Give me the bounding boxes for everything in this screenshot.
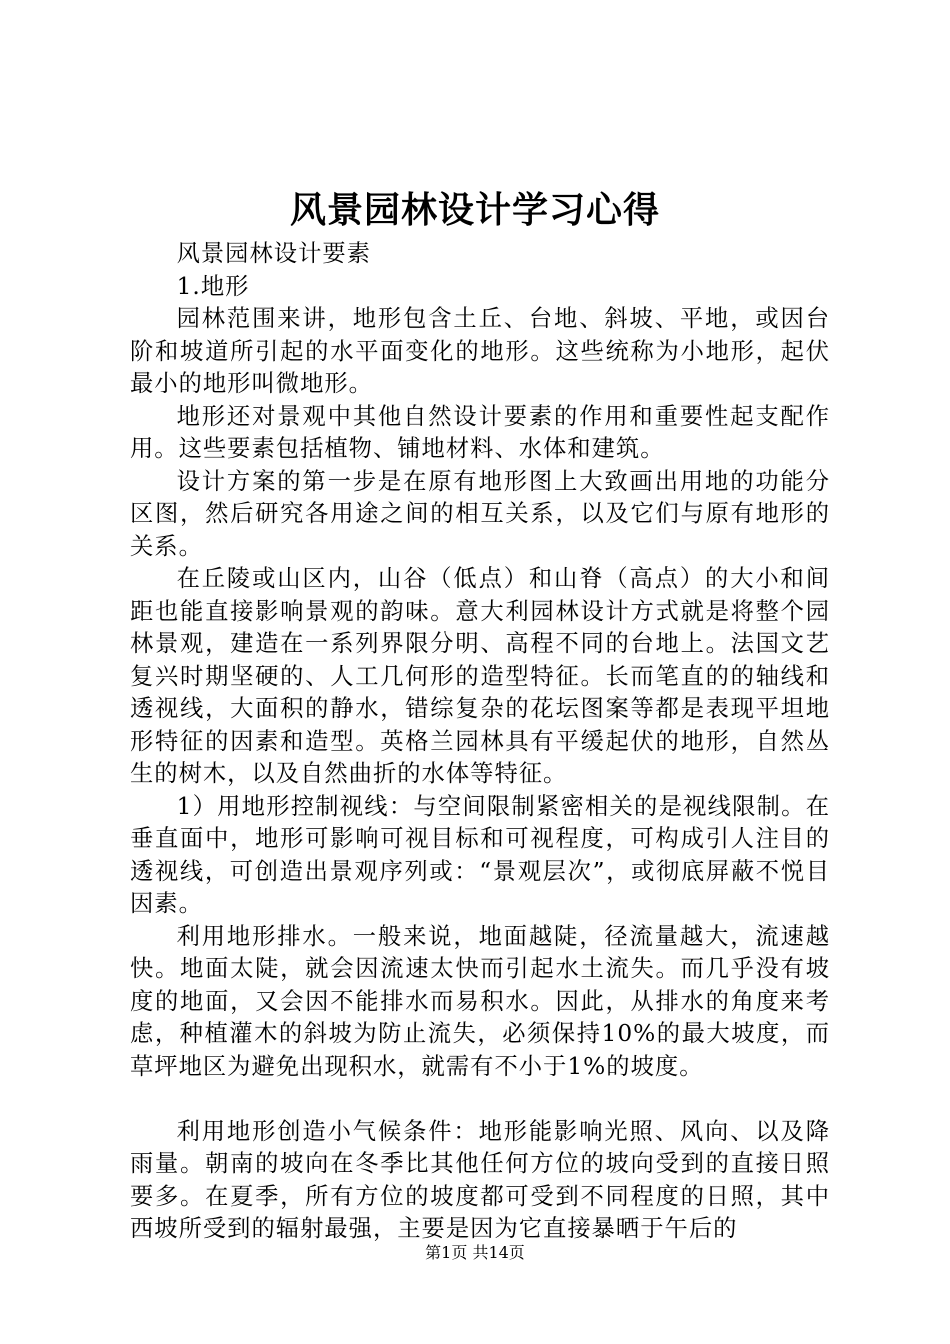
page-footer: 第1页 共14页 [425, 1243, 525, 1262]
document-title: 风景园林设计学习心得 [289, 189, 660, 231]
paragraph: 利用地形排水。一般来说，地面越陡，径流量越大，流速越快。地面太陡，就会因流速太快而引起水土流失。而几乎没有坡度的地面，又会因不能排水而易积水。因此，从排水的角度来考虑，种植灌木的斜坡为防止流失，必须保持10%的最大坡度，而草坪地区为避免出现积水，就需有不小于1%的坡度。 [130, 922, 830, 1080]
paragraph-subheading-terrain: 1.地形 [176, 272, 250, 300]
paragraph: 设计方案的第一步是在原有地形图上大致画出用地的功能分区图，然后研究各用途之间的相互关系，以及它们与原有地形的关系。 [130, 467, 830, 560]
paragraph-section-heading: 风景园林设计要素 [176, 240, 371, 267]
paragraph: 1）用地形控制视线：与空间限制紧密相关的是视线限制。在垂直面中，地形可影响可视目标和可视程度，可构成引人注目的透视线，可创造出景观序列或：“景观层次”，或彻底屏蔽不悦目因素。 [130, 792, 830, 917]
paragraph: 在丘陵或山区内，山谷（低点）和山脊（高点）的大小和间距也能直接影响景观的韵味。意大利园林设计方式就是将整个园林景观，建造在一系列界限分明、高程不同的台地上。法国文艺复兴时期坚硬的、人工几何形的造型特征。长而笔直的的轴线和透视线，大面积的静水，错综复杂的花坛图案等都是表现平坦地形特征的因素和造型。英格兰园林具有平缓起伏的地形，自然丛生的树木，以及自然曲折的水体等特征。 [130, 565, 830, 787]
paragraph: 利用地形创造小气候条件：地形能影响光照、风向、以及降雨量。朝南的坡向在冬季比其他任何方位的坡向受到的直接日照要多。在夏季，所有方位的坡度都可受到不同程度的日照，其中西坡所受到的辐射最强，主要是因为它直接暴晒于午后的 [130, 1117, 830, 1242]
paragraph: 地形还对景观中其他自然设计要素的作用和重要性起支配作用。这些要素包括植物、铺地材料、水体和建筑。 [130, 402, 830, 462]
document-body [130, 238, 830, 1246]
paragraph: 园林范围来讲，地形包含土丘、台地、斜坡、平地，或因台阶和坡道所引起的水平面变化的地形。这些统称为小地形，起伏最小的地形叫微地形。 [130, 305, 830, 397]
